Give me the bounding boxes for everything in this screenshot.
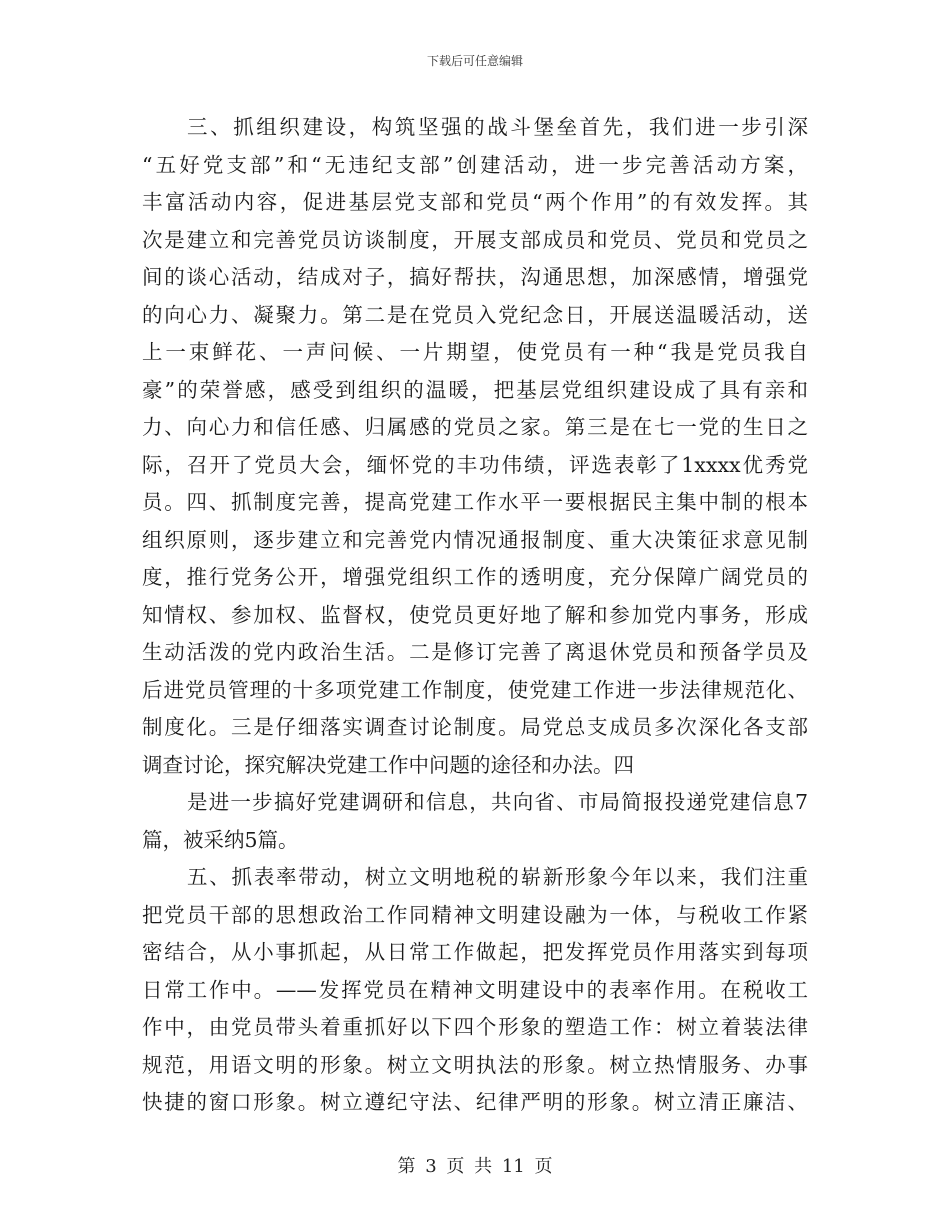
text-line: 三、抓组织建设，构筑坚强的战斗堡垒首先，我们进一步引深 bbox=[187, 115, 808, 139]
text-line: 篇，被采纳5篇。 bbox=[142, 827, 299, 852]
text-line: 的向心力、凝聚力。第二是在党员入党纪念日，开展送温暖活动，送 bbox=[142, 302, 808, 327]
text-line: 次是建立和完善党员访谈制度，开展支部成员和党员、党员和党员之 bbox=[142, 227, 808, 252]
text-line: “五好党支部”和“无违纪支部”创建活动，进一步完善活动方案， bbox=[142, 152, 808, 177]
text-line: 是进一步搞好党建调研和信息，共向省、市局简报投递党建信息7 bbox=[187, 790, 808, 814]
text-line: 规范，用语文明的形象。树立文明执法的形象。树立热情服务、办事 bbox=[142, 1052, 808, 1077]
text-line: 度，推行党务公开，增强党组织工作的透明度，充分保障广阔党员的 bbox=[142, 565, 808, 589]
text-line: 调查讨论，探究解决党建工作中问题的途径和办法。四 bbox=[142, 752, 634, 777]
text-line: 员。四、抓制度完善，提高党建工作水平一要根据民主集中制的根本 bbox=[142, 490, 808, 514]
text-line: 豪”的荣誉感，感受到组织的温暖，把基层党组织建设成了具有亲和 bbox=[142, 377, 808, 402]
text-line: 际，召开了党员大会，缅怀党的丰功伟绩，评选表彰了1xxxx优秀党 bbox=[142, 452, 808, 477]
text-line: 作中，由党员带头着重抓好以下四个形象的塑造工作：树立着装法律 bbox=[142, 1015, 808, 1039]
text-line: 后进党员管理的十多项党建工作制度，使党建工作进一步法律规范化、 bbox=[142, 677, 808, 702]
text-line: 上一束鲜花、一声问候、一片期望，使党员有一种“我是党员我自 bbox=[142, 340, 808, 364]
text-line: 丰富活动内容，促进基层党支部和党员“两个作用”的有效发挥。其 bbox=[142, 190, 808, 214]
text-line: 密结合，从小事抓起，从日常工作做起，把发挥党员作用落实到每项 bbox=[142, 940, 808, 964]
text-line: 日常工作中。——发挥党员在精神文明建设中的表率作用。在税收工 bbox=[142, 977, 808, 1002]
text-line: 快捷的窗口形象。树立遵纪守法、纪律严明的形象。树立清正廉洁、 bbox=[142, 1090, 808, 1114]
text-line: 生动活泼的党内政治生活。二是修订完善了离退休党员和预备学员及 bbox=[142, 640, 808, 664]
text-line: 制度化。三是仔细落实调查讨论制度。局党总支成员多次深化各支部 bbox=[142, 715, 808, 739]
page-footer: 第 3 页 共 11 页 bbox=[397, 1156, 553, 1177]
text-line: 把党员干部的思想政治工作同精神文明建设融为一体，与税收工作紧 bbox=[142, 902, 808, 927]
text-line: 五、抓表率带动，树立文明地税的崭新形象今年以来，我们注重 bbox=[187, 865, 808, 889]
text-line: 组织原则，逐步建立和完善党内情况通报制度、重大决策征求意见制 bbox=[142, 527, 808, 552]
header-note: 下载后可任意编辑 bbox=[426, 54, 523, 68]
text-line: 力、向心力和信任感、归属感的党员之家。第三是在七一党的生日之 bbox=[142, 415, 808, 439]
text-line: 间的谈心活动，结成对子，搞好帮扶，沟通思想，加深感情，增强党 bbox=[142, 265, 808, 289]
document-body bbox=[142, 109, 808, 1122]
text-line: 知情权、参加权、监督权，使党员更好地了解和参加党内事务，形成 bbox=[142, 602, 808, 627]
